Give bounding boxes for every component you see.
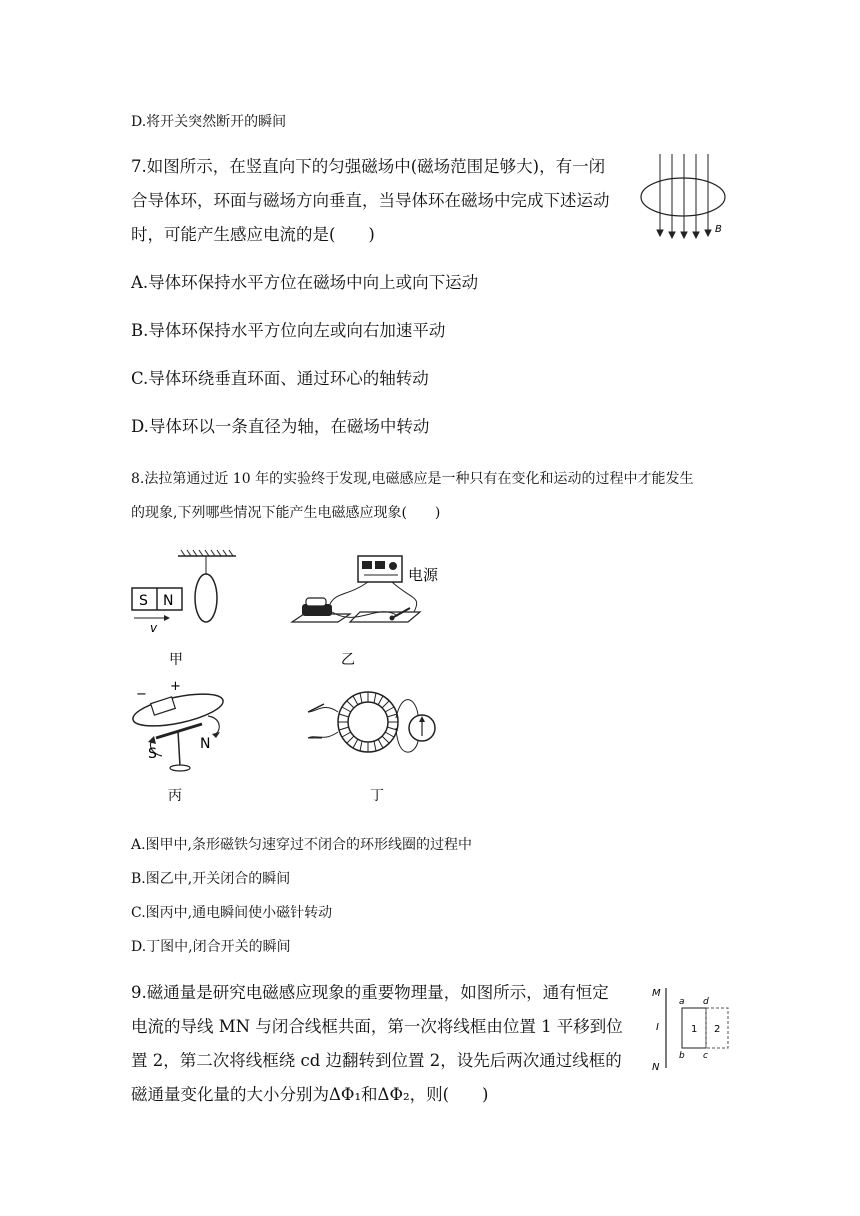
q8-caption-ding: 丁 bbox=[370, 788, 384, 804]
q8-needle-s: S bbox=[148, 746, 157, 762]
q6-option-d: D.将开关突然断开的瞬间 bbox=[131, 114, 287, 130]
q9-label-b: b bbox=[679, 1051, 685, 1061]
q7-option-b: B.导体环保持水平方位向左或向右加速平动 bbox=[131, 321, 446, 340]
q8-battery-minus: − bbox=[136, 687, 147, 702]
q7-stem-line-2: 合导体环，环面与磁场方向垂直，当导体环在磁场中完成下述运动 bbox=[131, 191, 610, 210]
q8-velocity-label: v bbox=[150, 621, 158, 635]
q8-stem-line-2: 的现象,下列哪些情况下能产生电磁感应现象( ) bbox=[131, 505, 441, 521]
q8-figure-bing bbox=[126, 676, 246, 806]
q8-needle-n: N bbox=[200, 736, 211, 752]
q9-label-c: c bbox=[703, 1051, 708, 1061]
q9-label-m: M bbox=[652, 988, 661, 999]
q8-caption-bing: 丙 bbox=[168, 788, 182, 804]
q9-position-1: 1 bbox=[691, 1024, 698, 1035]
q8-option-d: D.丁图中,闭合开关的瞬间 bbox=[131, 939, 291, 955]
q9-stem-line-2: 电流的导线 MN 与闭合线框共面，第一次将线框由位置 1 平移到位 bbox=[131, 1017, 623, 1036]
q9-label-a: a bbox=[679, 997, 685, 1007]
q9-label-d: d bbox=[703, 997, 709, 1007]
q8-caption-jia: 甲 bbox=[169, 652, 183, 668]
q8-magnet-s: S bbox=[139, 593, 148, 609]
q9-stem-line-3: 置 2，第二次将线框绕 cd 边翻转到位置 2，设先后两次通过线框的 bbox=[131, 1051, 622, 1070]
q8-option-b: B.图乙中,开关闭合的瞬间 bbox=[131, 871, 291, 887]
q7-stem-line-3: 时，可能产生感应电流的是( ) bbox=[131, 225, 375, 244]
q8-stem-line-1: 8.法拉第通过近 10 年的实验终于发现,电磁感应是一种只有在变化和运动的过程中才能发生 bbox=[131, 471, 694, 487]
q8-figure-ding bbox=[298, 682, 448, 806]
q8-source-label: 电源 bbox=[408, 566, 439, 584]
q9-label-n: N bbox=[652, 1062, 660, 1073]
q7-option-a: A.导体环保持水平方位在磁场中向上或向下运动 bbox=[131, 273, 479, 292]
q7-stem-line-1: 7.如图所示，在竖直向下的匀强磁场中(磁场范围足够大)，有一闭 bbox=[131, 157, 606, 176]
q9-stem-line-4: 磁通量变化量的大小分别为ΔΦ₁和ΔΦ₂，则( ) bbox=[131, 1085, 489, 1104]
q8-battery-plus: + bbox=[170, 679, 181, 694]
q8-figure-yi bbox=[288, 552, 448, 670]
q7-option-d: D.导体环以一条直径为轴，在磁场中转动 bbox=[131, 417, 430, 436]
q9-position-2: 2 bbox=[714, 1024, 721, 1035]
q7-option-c: C.导体环绕垂直环面、通过环心的轴转动 bbox=[131, 369, 429, 388]
q9-figure-wire-and-frame bbox=[648, 982, 732, 1074]
q7-field-label: B bbox=[715, 224, 722, 235]
q8-magnet-n: N bbox=[163, 593, 174, 609]
q9-label-i: I bbox=[656, 1022, 659, 1033]
q7-figure-ring-in-field bbox=[638, 150, 728, 242]
q8-caption-yi: 乙 bbox=[341, 652, 355, 668]
q9-stem-line-1: 9.磁通量是研究电磁感应现象的重要物理量，如图所示，通有恒定 bbox=[131, 983, 609, 1002]
q8-option-a: A.图甲中,条形磁铁匀速穿过不闭合的环形线圈的过程中 bbox=[131, 837, 473, 853]
q8-figure-jia bbox=[126, 548, 256, 670]
q8-option-c: C.图丙中,通电瞬间使小磁针转动 bbox=[131, 905, 333, 921]
